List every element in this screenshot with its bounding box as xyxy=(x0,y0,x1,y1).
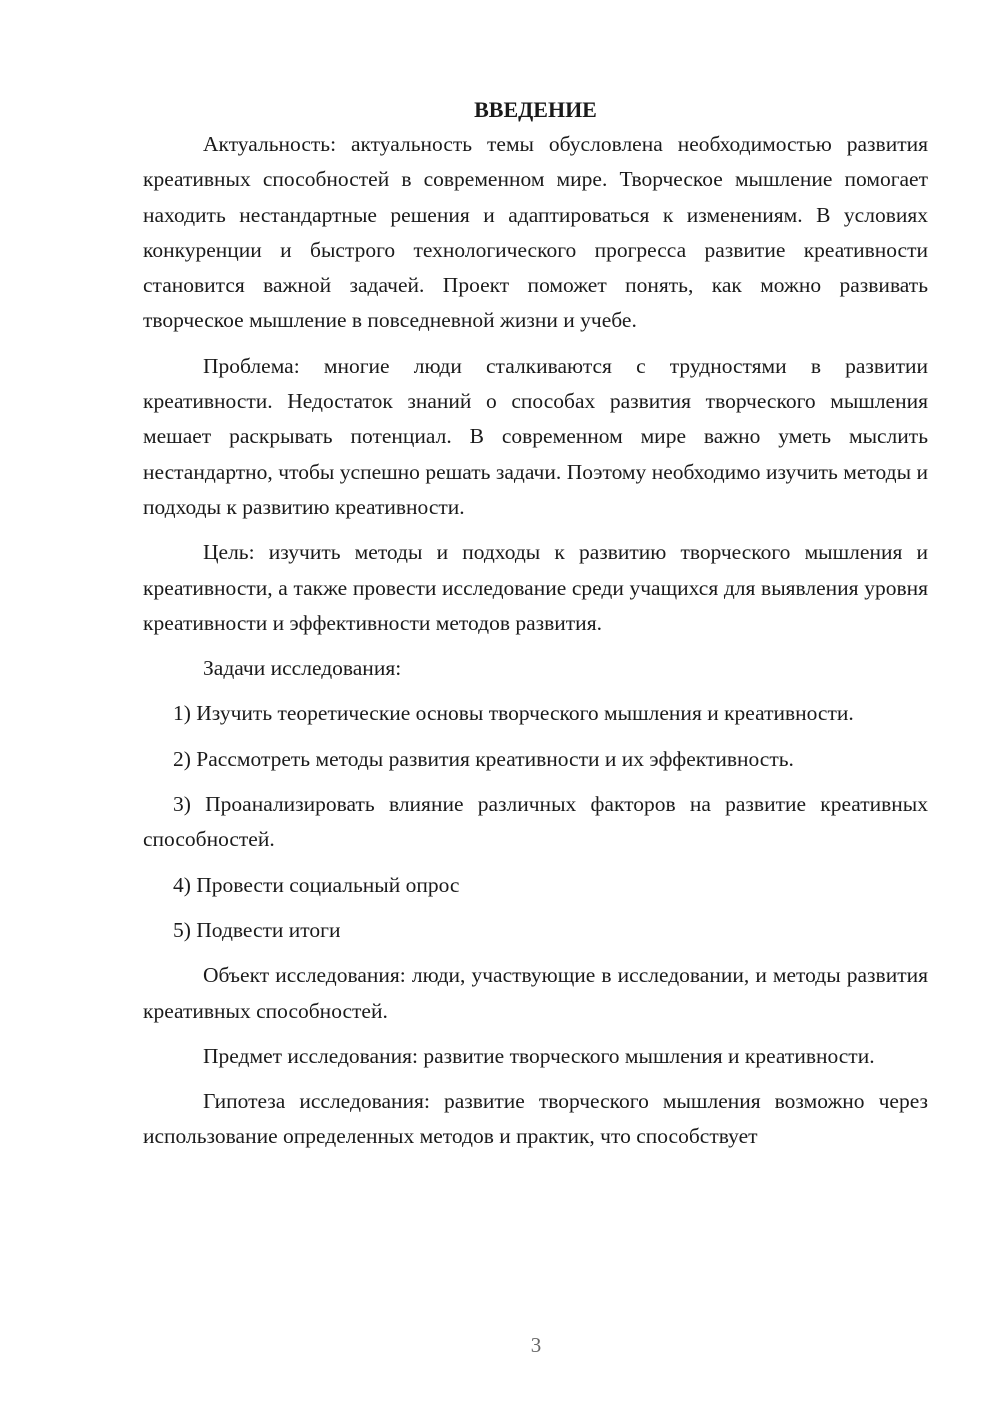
task-item-1: 1) Изучить теоретические основы творческого мышления и креативности. xyxy=(173,701,854,726)
section-heading: ВВЕДЕНИЕ xyxy=(474,97,597,122)
task-item-3: 3) Проанализировать влияние различных факторов на развитие креативных способностей. xyxy=(143,792,928,852)
tasks-heading: Задачи исследования: xyxy=(203,656,402,681)
paragraph-relevance: Актуальность: актуальность темы обусловлена необходимостью развития креативных способностей в современном мире. Творческое мышление помогает находить нестандартные решения и адаптироваться к изменениям. В условиях конкуренции и быстрого технологического прогресса развитие креативности становится важной задачей. Проект поможет понять, как можно развивать творческое мышление в повседневной жизни и учебе. xyxy=(143,132,928,333)
page-number: 3 xyxy=(530,1333,542,1357)
task-item-4: 4) Провести социальный опрос xyxy=(173,872,460,897)
paragraph-problem: Проблема: многие люди сталкиваются с трудностями в развитии креативности. Недостаток знаний о способах развития творческого мышления мешает раскрывать потенциал. В современном мире важно уметь мыслить нестандартно, чтобы успешно решать задачи. Поэтому необходимо изучить методы и подходы к развитию креативности. xyxy=(143,353,928,519)
paragraph-goal: Цель: изучить методы и подходы к развитию творческого мышления и креативности, а также провести исследование среди учащихся для выявления уровня креативности и эффективности методов развития. xyxy=(143,540,928,635)
task-item-5: 5) Подвести итоги xyxy=(173,917,341,942)
document-page xyxy=(143,92,928,1165)
task-item-2: 2) Рассмотреть методы развития креативности и их эффективность. xyxy=(173,746,794,771)
paragraph-object: Объект исследования: люди, участвующие в исследовании, и методы развития креативных способностей. xyxy=(143,963,928,1023)
paragraph-subject: Предмет исследования: развитие творческого мышления и креативности. xyxy=(203,1043,875,1068)
paragraph-hypothesis: Гипотеза исследования: развитие творческого мышления возможно через использование определенных методов и практик, что способствует xyxy=(143,1089,928,1149)
